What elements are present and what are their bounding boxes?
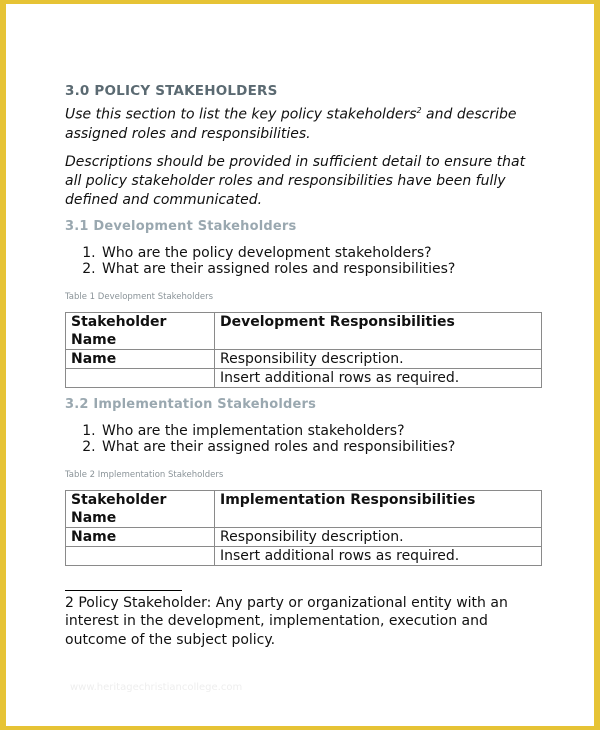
table-cell: Responsibility description. <box>215 527 542 546</box>
list-item: 2. What are their assigned roles and responsibilities? <box>100 261 540 277</box>
table-row <box>66 527 542 546</box>
table-row <box>66 546 542 565</box>
table-cell <box>66 546 215 565</box>
list-item: 2. What are their assigned roles and responsibilities? <box>100 439 540 455</box>
footnote-text: 2 Policy Stakeholder: Any party or organizational entity with an interest in the development, implementation, execution and outcome of the subject policy. <box>65 594 508 648</box>
table-header-row <box>66 312 542 349</box>
table-header-row <box>66 490 542 527</box>
table-row <box>66 349 542 368</box>
implementation-heading: 3.2 Implementation Stakeholders <box>65 396 317 412</box>
header-cell: Development Responsibilities <box>215 312 542 349</box>
header-cell: Stakeholder Name <box>66 312 215 349</box>
list-item: 1. Who are the implementation stakeholders? <box>100 423 540 439</box>
table-cell: Insert additional rows as required. <box>215 368 542 387</box>
table-cell: Name <box>66 527 215 546</box>
development-heading: 3.1 Development Stakeholders <box>65 218 297 234</box>
section-title: 3.0 POLICY STAKEHOLDERS <box>65 83 278 99</box>
footnote-ref: 2 <box>416 106 422 115</box>
document-page <box>6 4 594 726</box>
development-table <box>65 312 542 388</box>
footnote-separator <box>65 590 182 591</box>
document-content <box>65 83 540 649</box>
table-row <box>66 368 542 387</box>
table-1-caption: Table 1 Development Stakeholders <box>65 291 213 302</box>
intro-paragraph-1 <box>65 101 540 144</box>
table-cell: Insert additional rows as required. <box>215 546 542 565</box>
watermark-text: www.heritagechristiancollege.com <box>70 682 243 693</box>
development-questions <box>65 245 540 277</box>
implementation-questions <box>65 423 540 455</box>
header-cell: Implementation Responsibilities <box>215 490 542 527</box>
implementation-table <box>65 490 542 566</box>
table-cell: Responsibility description. <box>215 349 542 368</box>
intro-text-a: Use this section to list the key policy stakeholders <box>65 106 417 123</box>
intro-text-b: and describe assigned roles and responsibilities. <box>65 106 517 142</box>
list-item: 1. Who are the policy development stakeholders? <box>100 245 540 261</box>
table-cell: Name <box>66 349 215 368</box>
header-cell: Stakeholder Name <box>66 490 215 527</box>
table-cell <box>66 368 215 387</box>
intro-paragraph-2: Descriptions should be provided in sufficient detail to ensure that all policy stakeholder roles and responsibilities have been fully defined and communicated. <box>65 153 526 208</box>
table-2-caption: Table 2 Implementation Stakeholders <box>65 469 224 480</box>
